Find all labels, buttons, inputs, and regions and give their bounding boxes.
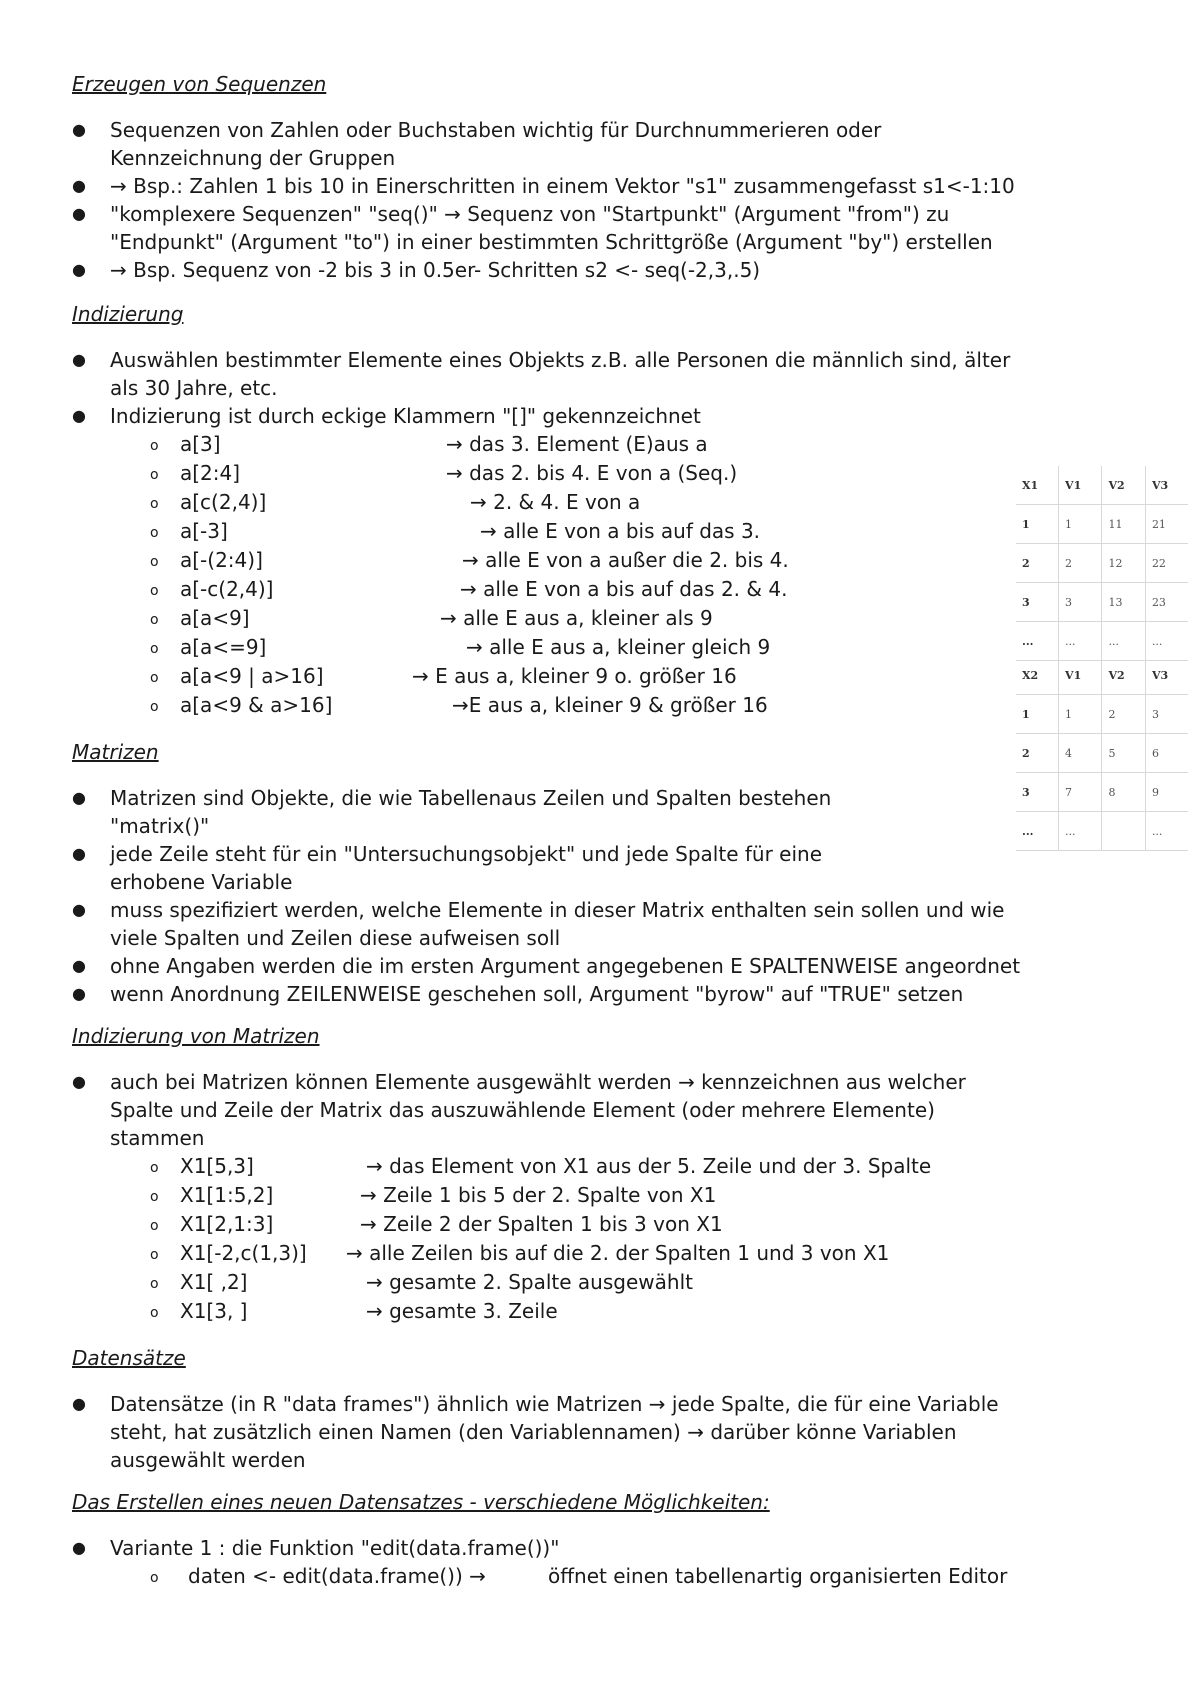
heading-sequenzen: Erzeugen von Sequenzen — [72, 72, 327, 96]
circle-bullet-icon: o — [150, 1570, 159, 1586]
circle-bullet-icon: o — [150, 496, 159, 512]
table-row: 3 3 13 23 — [1016, 583, 1188, 622]
heading-indizierung: Indizierung — [72, 302, 184, 326]
circle-bullet-icon: o — [150, 1276, 159, 1292]
circle-bullet-icon: o — [150, 1247, 159, 1263]
circle-bullet-icon: o — [150, 583, 159, 599]
bullet-icon: ● — [72, 844, 86, 863]
circle-bullet-icon: o — [150, 1305, 159, 1321]
heading-indizierung-matrizen: Indizierung von Matrizen — [72, 1024, 320, 1048]
table-row: 2 2 12 22 — [1016, 544, 1188, 583]
bullet-icon: ● — [72, 176, 86, 195]
circle-bullet-icon: o — [150, 1160, 159, 1176]
bullet-icon: ● — [72, 260, 86, 279]
matrix-x1-table: X1 V1 V2 V3 1 1 11 21 2 2 12 22 3 3 13 23 ... ... ... ... — [1016, 466, 1188, 661]
bullet-icon: ● — [72, 406, 86, 425]
bullet-icon: ● — [72, 956, 86, 975]
bullet-icon: ● — [72, 120, 86, 139]
bullet-icon: ● — [72, 900, 86, 919]
circle-bullet-icon: o — [150, 699, 159, 715]
bullet-icon: ● — [72, 204, 86, 223]
circle-bullet-icon: o — [150, 438, 159, 454]
circle-bullet-icon: o — [150, 1189, 159, 1205]
bullet-icon: ● — [72, 1538, 86, 1557]
circle-bullet-icon: o — [150, 612, 159, 628]
heading-matrizen: Matrizen — [72, 740, 159, 764]
heading-neuer-datensatz: Das Erstellen eines neuen Datensatzes - verschiedene Möglichkeiten: — [72, 1490, 770, 1514]
bullet-icon: ● — [72, 788, 86, 807]
circle-bullet-icon: o — [150, 554, 159, 570]
bullet-icon: ● — [72, 1072, 86, 1091]
document-page: Erzeugen von Sequenzen ● Sequenzen von Zahlen oder Buchstaben wichtig für Durchnummerieren oder Kennzeichnung der Gruppen ● → Bsp.: Zahlen 1 bis 10 in Einerschritten in einem Vektor "s1" zusammengefasst s1<-1:10 ● "komplexere Sequenzen" "seq()" → Sequenz von "Startpunkt" (Argument "from") zu "Endpunkt" (Argument "to") in einer bestimmten Schrittgröße (Argument "by") erstellen ● → Bsp. Sequenz von -2 bis 3 in 0.5er- Schritten s2 <- seq(-2,3,.5) Indizierung ● Auswählen bestimmter Elemente eines Objekts z.B. alle Personen die männlich sind, älter als 30 Jahre, etc. ● Indizierung ist durch eckige Klammern "[]" gekennzeichnet o a[3] → das 3. Element (E)aus a o a[2:4] → das 2. bis 4. E von a (Seq.) o a[c(2,4)] → 2. & 4. E von a o a[-3] → alle E von a bis auf das 3. o a[-(2:4)] → alle E von a außer die 2. bis 4. o a[-c(2,4)] → alle E von a bis auf das 2. & 4. o a[a<9] → alle E aus a, kleiner als 9 o a[a<=9] → alle E aus a, kleiner gleich 9 o a[a<9 | a>16] → E aus a, kleiner 9 o. größer 16 o a[a<9 & a>16] →E aus a, kleiner 9 & größer 16 Matrizen ● Matrizen sind Objekte, die wie Tabellenaus Zeilen und Spalten bestehen "matrix()" ● jede Zeile steht für ein "Untersuchungsobjekt" und jede Spalte für eine erhobene Variable ● muss spezifiziert werden, welche Elemente in dieser Matrix enthalten sein sollen und wie viele Spalten und Zeilen diese aufweisen soll ● ohne Angaben werden die im ersten Argument angegebenen E SPALTENWEISE angeordnet ● wenn Anordnung ZEILENWEISE geschehen soll, Argument "byrow" auf "TRUE" setzen Indizierung von Matrizen ● auch bei Matrizen können Elemente ausgewählt werden → kennzeichnen aus welcher Spalte und Zeile der Matrix das auszuwählende Element (oder mehrere Elemente) stammen o X1[5,3] → das Element von X1 aus der 5. Zeile und der 3. Spalte o X1[1:5,2] → Zeile 1 bis 5 der 2. Spalte von X1 o X1[2,1:3] → Zeile 2 der Spalten 1 bis 3 von X1 o X1[-2,c(1,3)] → alle Zeilen bis auf die 2. der Spalten 1 und 3 von X1 o X1[ ,2] → gesamte 2. Spalte ausgewählt o X1[3, ] → gesamte 3. Zeile Datensätze ● Datensätze (in R "data frames") ähnlich wie Matrizen → jede Spalte, die für eine Variable steht, hat zusätzlich einen Namen (den Variablennamen) → darüber könne Variablen ausgewählt werden Das Erstellen eines neuen Datensatzes - verschiedene Möglichkeiten: ● Variante 1 : die Funktion "edit(data.frame())" o daten <- edit(data.frame()) → öffnet einen tabellenartig organisierten Editor X1 V1 V2 V3 1 1 11 21 2 2 12 22 3 3 13 23 ... ... ... ... X2 V1 V2 V3 1 1 2 3 2 4 5 6 3 7 8 9 ... ... ... — [0, 0, 1200, 1698]
bullet-icon: ● — [72, 350, 86, 369]
table-row: ... ... ... ... — [1016, 622, 1188, 661]
bullet-icon: ● — [72, 1394, 86, 1413]
bullet-icon: ● — [72, 984, 86, 1003]
circle-bullet-icon: o — [150, 525, 159, 541]
heading-datensaetze: Datensätze — [72, 1346, 186, 1370]
circle-bullet-icon: o — [150, 467, 159, 483]
table-row: 1 1 2 3 — [1016, 695, 1188, 734]
circle-bullet-icon: o — [150, 641, 159, 657]
table-row: 3 7 8 9 — [1016, 773, 1188, 812]
circle-bullet-icon: o — [150, 670, 159, 686]
table-row: 1 1 11 21 — [1016, 505, 1188, 544]
matrix-x2-table: X2 V1 V2 V3 1 1 2 3 2 4 5 6 3 7 8 9 ... ... ... — [1016, 656, 1188, 851]
table-row: 2 4 5 6 — [1016, 734, 1188, 773]
circle-bullet-icon: o — [150, 1218, 159, 1234]
table-row: ... ... ... — [1016, 812, 1188, 851]
